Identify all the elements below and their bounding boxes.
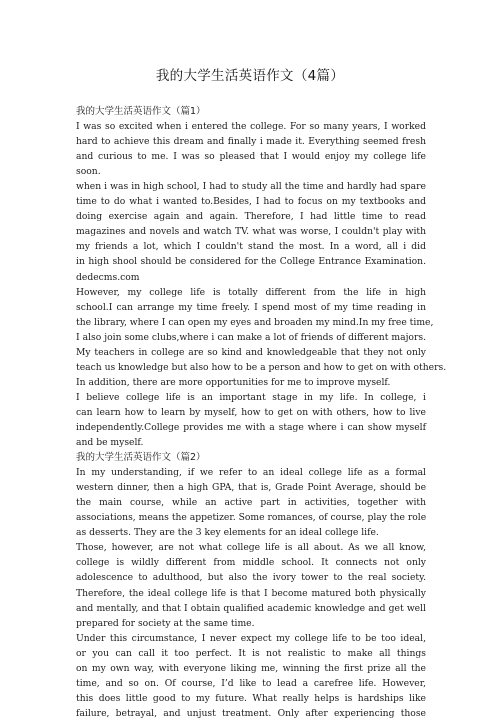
body-line: In addition, there are more opportunities for me to improve myself. — [76, 376, 391, 388]
body-line: time to do what i wanted to.Besides, I had to focus on my textbooks and — [76, 196, 426, 208]
body-line: doing exercise again and again. Therefore, I had little time to read — [76, 211, 426, 223]
body-line: associations, means the appetizer. Some romances, of course, play the role — [76, 512, 427, 524]
body-line: the library, where I can open my eyes and broaden my mind.In my free time, — [76, 316, 434, 328]
body-line: In my understanding, if we refer to an ideal college life as a formal — [76, 467, 426, 479]
body-line: school.I can arrange my time freely. I spend most of my time reading in — [76, 301, 426, 313]
body-line: Those, however, are not what college life is all about. As we all know, — [76, 542, 426, 554]
body-line: dedecms.com — [76, 271, 140, 283]
body-line: western dinner, then a high GPA, that is, Grade Point Average, should be — [76, 482, 426, 494]
section-heading: 我的大学生活英语作文（篇1） — [76, 106, 206, 117]
body-line: I also join some clubs,where i can make a lot of friends of different majors. — [76, 331, 426, 343]
body-line: and curious to me. I was so pleased that I would enjoy my college life — [76, 151, 426, 163]
body-line: Therefore, the ideal college life is that I become matured both physically — [76, 587, 426, 599]
body-line: this does little good to my future. What really helps is hardships like — [76, 692, 426, 704]
body-line: in high shool should be considered for the College Entrance Examination. — [76, 256, 426, 268]
body-line: magazines and novels and watch TV. what was worse, I couldn't play with — [76, 226, 426, 238]
body-line: I believe college life is an important stage in my life. In college, i — [76, 391, 426, 403]
body-line: I was so excited when i entered the college. For so many years, I worked — [76, 121, 426, 133]
body-line: prepared for society at the same time. — [76, 617, 255, 629]
body-line: or you can call it too perfect. It is not realistic to make all things — [76, 647, 426, 659]
body-line: the main course, while an active part in activities, together with — [76, 497, 426, 509]
body-line: soon. — [76, 166, 101, 178]
body-line: and mentally, and that I obtain qualified academic knowledge and get well — [76, 602, 426, 614]
body-line: my friends a lot, which I couldn't stand the most. In a word, all i did — [76, 241, 426, 253]
body-line: time, and so on. Of course, I’d like to lead a carefree life. However, — [76, 677, 426, 689]
body-line: can learn how to learn by myself, how to get on with others, how to live — [76, 406, 426, 418]
body-line: adolescence to adulthood, but also the ivory tower to the real society. — [76, 572, 426, 584]
document-title: 我的大学生活英语作文（4篇） — [155, 68, 345, 84]
body-line: as desserts. They are the 3 key elements for an ideal college life. — [76, 527, 379, 539]
body-line: hard to achieve this dream and finally i made it. Everything seemed fresh — [76, 136, 426, 148]
body-line: college is wildly different from middle school. It connects not only — [76, 557, 426, 569]
section-heading: 我的大学生活英语作文（篇2） — [76, 452, 206, 464]
body-line: Under this circumstance, I never expect my college life to be too ideal, — [76, 632, 426, 644]
body-line: when i was in high school, I had to study all the time and hardly had spare — [76, 181, 426, 193]
body-line: independently.College provides me with a stage where i can show myself — [76, 421, 426, 433]
body-line: My teachers in college are so kind and knowledgeable that they not only — [76, 346, 426, 358]
body-line: teach us knowledge but also how to be a person and how to get on with others. — [76, 361, 447, 373]
body-line: on my own way, with everyone liking me, winning the first prize all the — [76, 662, 426, 674]
body-line: However, my college life is totally different from the life in high — [76, 286, 426, 298]
body-line: and be myself. — [76, 437, 144, 449]
body-line: failure, betrayal, and unjust treatment. Only after experiencing those — [76, 707, 426, 719]
document-body — [76, 104, 447, 721]
